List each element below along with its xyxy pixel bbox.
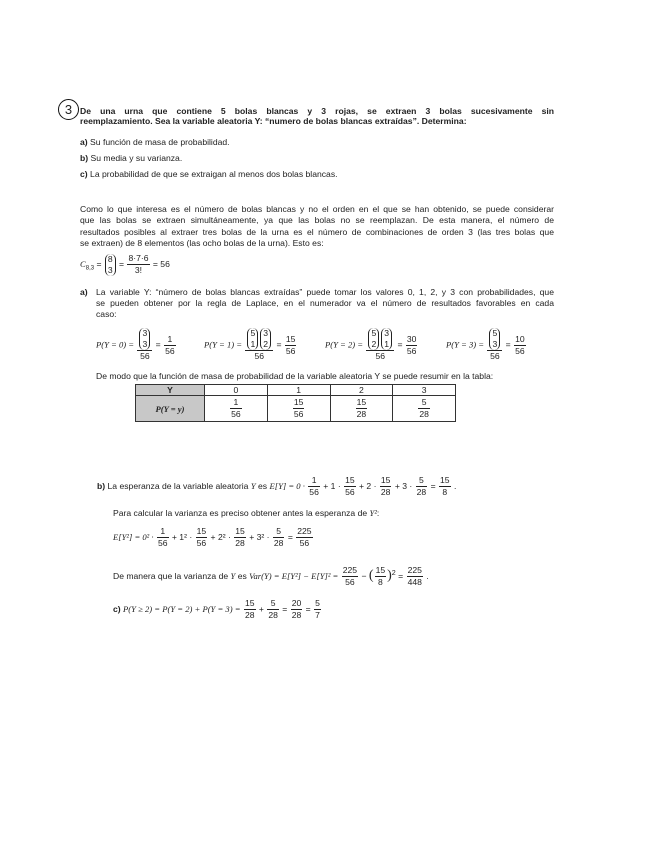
prob-y0: P(Y = 0) = 3 3 56 = $\frac{1}{56}$	[96, 328, 175, 361]
table-intro: De modo que la función de masa de probabilidad de la variable aleatoria Y se puede resumir en la tabla:	[96, 371, 494, 381]
part-a-paragraph: a) La variable Y: “número de bolas blancas extraídas” puede tomar los valores 0, 1, 2, y 3 con probabilidades, que se pueden obtener por la regla de Laplace, en el numerador va el número de resultados favorables en cada caso:	[80, 287, 554, 320]
part-c: c) P(Y ≥ 2) = P(Y = 2) + P(Y = 3) = $\frac{15}{28}$ + $\frac{5}{28}$ = $\frac{20}{28}$ = $\frac{5}{7}$	[113, 598, 320, 620]
statement-line-1: De una urna que contiene 5 bolas blancas y 3 rojas, se extraen 3 bolas sucesivamente sin	[80, 106, 554, 116]
statement-line-2: reemplazamiento. Sea la variable aleatoria Y: “numero de bolas blancas extraídas”. Determina:	[80, 116, 467, 126]
part-b-expectation: b) La esperanza de la variable aleatoria Y es E[Y] = 0 · $\frac{1}{56}$ + 1 · $\frac{15}{56}$ + 2 · $\frac{15}{28}$ + 3 · $\frac{5}{28}$ = $\frac{15}{8}$ .	[97, 475, 457, 497]
question-b: b) Su media y su varianza.	[80, 153, 183, 163]
part-b-variance: De manera que la varianza de Y es Var(Y) = E[Y²] − E[Y]² = $\frac{225}{56}$ − ( $\frac{15}{8}$ )$^2$ = $\frac{225}{448}$ .	[113, 565, 429, 587]
problem-number-badge: 3	[58, 99, 79, 120]
prob-y2: P(Y = 2) = 5 2 3 1 56 = $\frac{30}{56}$	[325, 328, 417, 361]
problem-statement	[80, 106, 554, 126]
prob-y3: P(Y = 3) = 5 3 56 = $\frac{10}{56}$	[446, 328, 525, 361]
part-b-text2: Para calcular la varianza es preciso obtener antes la esperanza de Y²:	[113, 508, 380, 518]
table-header-y: Y	[136, 385, 205, 396]
question-c: c) La probabilidad de que se extraigan al menos dos bolas blancas.	[80, 169, 338, 179]
table-p-1: $\frac{15}{56}$	[267, 396, 330, 422]
table-y-1: 1	[267, 385, 330, 396]
table-y-2: 2	[330, 385, 393, 396]
combinations-formula: $C_{8,3}$ = 8 3 = $\frac{8\cdot 7\cdot 6}{3!}$ = 56	[80, 253, 170, 275]
table-p-0: $\frac{1}{56}$	[205, 396, 268, 422]
table-p-3: $\frac{5}{28}$	[393, 396, 456, 422]
binomial-8-3: 8 3	[105, 254, 116, 276]
part-b-ey2: E[Y²] = 0² · $\frac{1}{56}$ + 1² · $\frac{15}{56}$ + 2² · $\frac{15}{28}$ + 3² · $\frac{5}{28}$ = $\frac{225}{56}$	[113, 526, 312, 548]
table-p-2: $\frac{15}{28}$	[330, 396, 393, 422]
table-y-3: 3	[393, 385, 456, 396]
question-a: a) Su función de masa de probabilidad.	[80, 137, 230, 147]
intro-paragraph: Como lo que interesa es el número de bolas blancas y no el orden en el que se han obtenido, se puede considerar que las bolas se extraen simultáneamente, ya que las bolas no se reemplazan. De esta manera, el número de resultados posibles al extraer tres bolas de la urna es el número de combinaciones de orden 3 (las tres bolas que se extraen) de 8 elementos (las ocho bolas de la urna). Esto es:	[80, 204, 554, 249]
probability-table	[135, 384, 456, 422]
table-header-py: P(Y = y)	[136, 396, 205, 422]
table-y-0: 0	[205, 385, 268, 396]
prob-y1: P(Y = 1) = 5 1 3 2 56 = $\frac{15}{56}$	[204, 328, 296, 361]
